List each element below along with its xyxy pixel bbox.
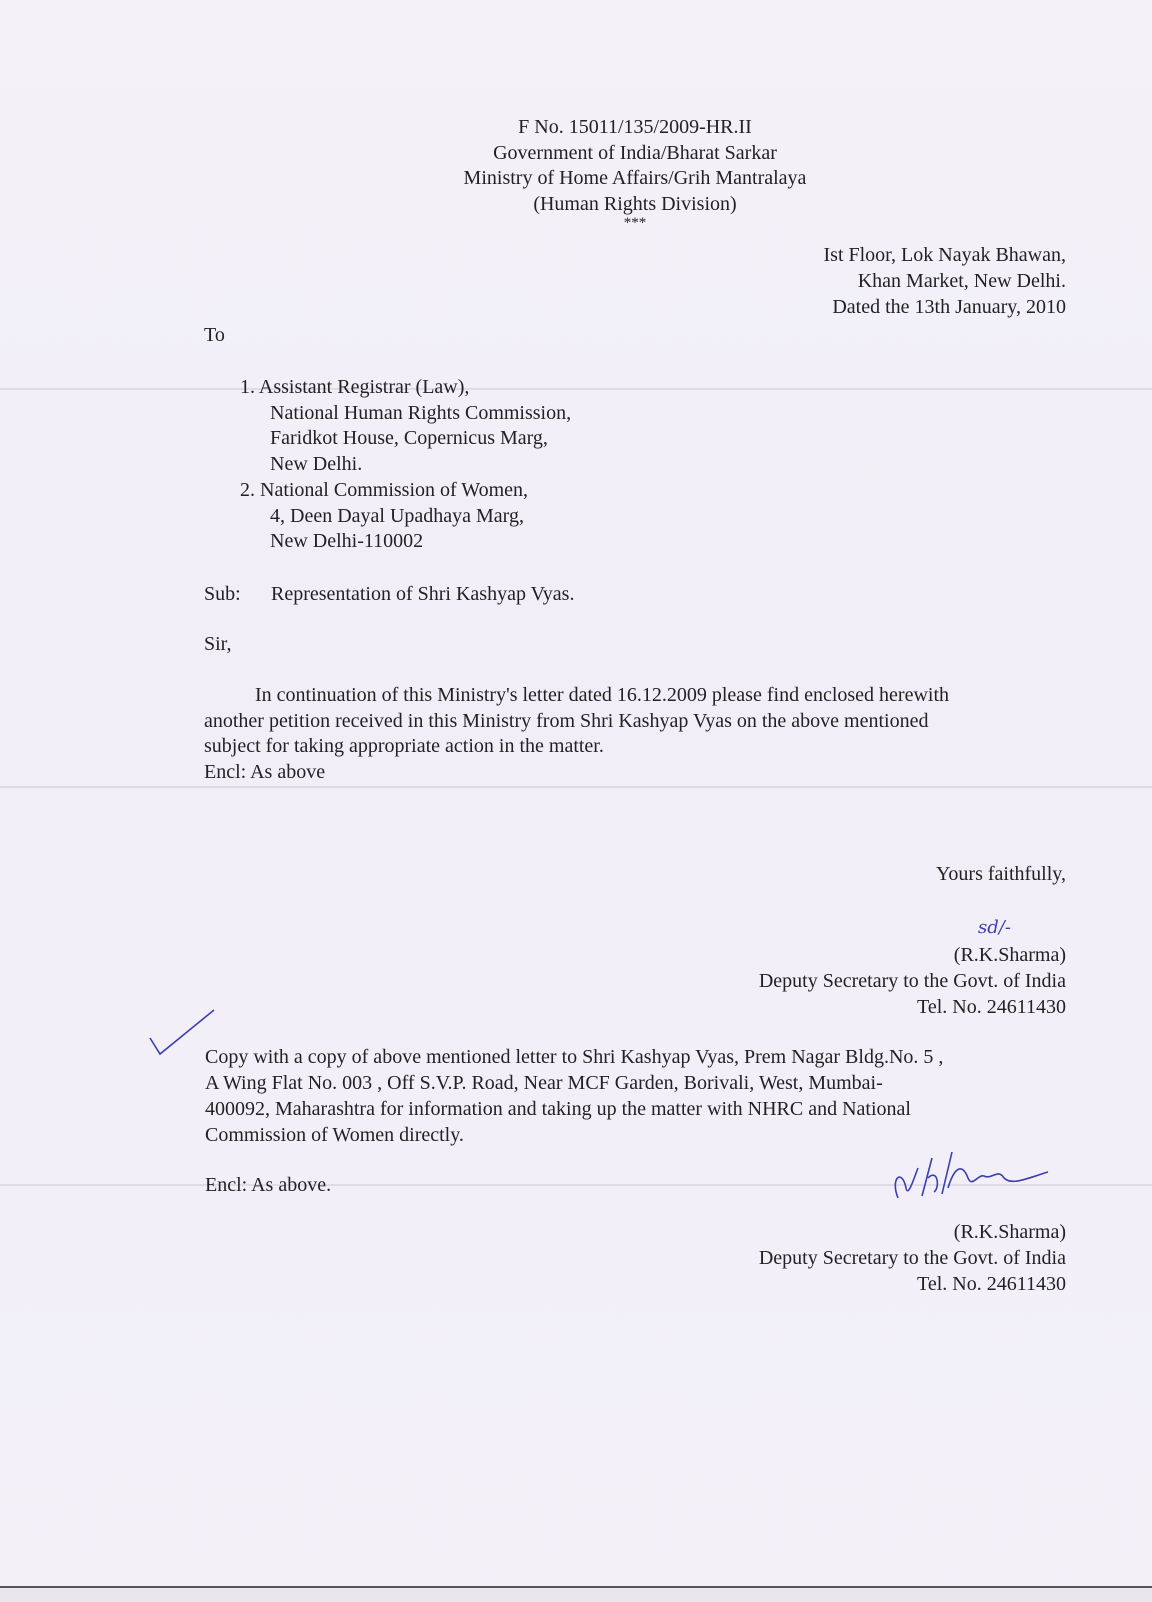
paper-fold [0,388,1152,390]
sd-mark: sd/- [978,917,1011,938]
salutation: Sir, [204,633,232,655]
signatory-tel: Tel. No. 24611430 [917,1273,1066,1295]
government-heading: Government of India/Bharat Sarkar [493,142,777,164]
ministry-heading: Ministry of Home Affairs/Grih Mantralaya [463,167,807,189]
recipient-line: New Delhi. [270,453,363,475]
handwritten-signature [888,1148,1068,1208]
body-line: another petition received in this Ministry from Shri Kashyap Vyas on the above mentioned [204,710,929,732]
body-line: subject for taking appropriate action in the matter. [204,735,604,757]
signatory-name: (R.K.Sharma) [953,944,1066,966]
body-line: In continuation of this Ministry's letter dated 16.12.2009 please find enclosed herewith [255,684,950,706]
copy-line: A Wing Flat No. 003 , Off S.V.P. Road, Near MCF Garden, Borivali, West, Mumbai- [205,1072,883,1094]
signatory-tel: Tel. No. 24611430 [917,996,1066,1018]
signatory-title: Deputy Secretary to the Govt. of India [758,1247,1066,1269]
recipient-line: Faridkot House, Copernicus Marg, [270,427,548,449]
recipient-line: 1. Assistant Registrar (Law), [240,376,470,398]
signatory-title: Deputy Secretary to the Govt. of India [758,970,1066,992]
subject-label: Sub: [204,583,241,605]
enclosure-note: Encl: As above [204,761,326,783]
separator: *** [623,215,647,231]
letter-date: Dated the 13th January, 2010 [832,296,1066,318]
copy-line: 400092, Maharashtra for information and taking up the matter with NHRC and National [205,1098,911,1120]
paper-fold [0,786,1152,788]
file-number: F No. 15011/135/2009-HR.II [518,116,752,138]
subject-text: Representation of Shri Kashyap Vyas. [271,583,575,605]
address-line: Ist Floor, Lok Nayak Bhawan, [823,244,1066,266]
address-line: Khan Market, New Delhi. [857,270,1066,292]
copy-line: Copy with a copy of above mentioned letter to Shri Kashyap Vyas, Prem Nagar Bldg.No. 5 , [205,1046,944,1068]
closing: Yours faithfully, [935,863,1066,885]
signatory-name: (R.K.Sharma) [953,1221,1066,1243]
to-label: To [204,324,225,346]
division-heading: (Human Rights Division) [533,193,737,215]
recipient-line: 4, Deen Dayal Upadhaya Marg, [270,505,524,527]
copy-line: Commission of Women directly. [205,1124,464,1146]
recipient-line: National Human Rights Commission, [270,402,572,424]
recipient-line: New Delhi-110002 [270,530,424,552]
copy-enclosure-note: Encl: As above. [205,1174,332,1196]
recipient-line: 2. National Commission of Women, [240,479,529,501]
